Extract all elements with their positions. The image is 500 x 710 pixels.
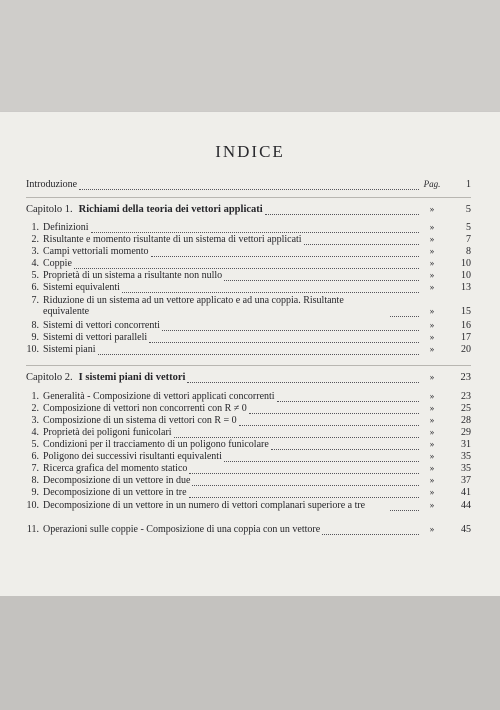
- leader-dots: [151, 248, 419, 257]
- toc-page: 35: [461, 463, 471, 474]
- toc-marker: »: [429, 270, 435, 280]
- toc-item: [26, 487, 471, 498]
- toc-item-label: Campi vettoriali momento: [43, 246, 149, 257]
- chapter-number: Capitolo 1.: [26, 204, 73, 215]
- toc-item-num: 11.: [26, 524, 39, 535]
- toc-item: [26, 451, 471, 462]
- leader-dots: [322, 526, 419, 535]
- toc-item-num: 2.: [31, 403, 39, 414]
- toc-intro-marker: Pag.: [423, 179, 441, 189]
- toc-item-label: Coppie: [43, 258, 72, 269]
- toc-page: 10: [461, 270, 471, 281]
- toc-marker: »: [429, 306, 435, 316]
- toc-item-label: Proprietà dei poligoni funicolari: [43, 427, 172, 438]
- background-top: [0, 0, 500, 112]
- toc-item-num: 6.: [31, 451, 39, 462]
- toc-item-num: 3.: [31, 415, 39, 426]
- toc-marker: »: [429, 320, 435, 330]
- toc-item: [26, 234, 471, 245]
- toc-item-num: 8.: [31, 320, 39, 331]
- leader-dots: [162, 322, 419, 331]
- toc-item-num: 10.: [26, 500, 39, 511]
- toc-item: [26, 403, 471, 414]
- toc-page: 15: [461, 306, 471, 317]
- leader-dots: [122, 284, 419, 293]
- toc-item-num: 5.: [31, 439, 39, 450]
- leader-dots: [187, 374, 419, 383]
- toc-page: 8: [466, 246, 471, 257]
- toc-page: 37: [461, 475, 471, 486]
- toc-item-label: Poligono dei successivi risultanti equivalenti: [43, 451, 222, 462]
- toc-marker: »: [429, 487, 435, 497]
- leader-dots: [74, 260, 419, 269]
- toc-item: [26, 344, 471, 355]
- toc-item: [26, 270, 471, 281]
- leader-dots: [265, 206, 419, 215]
- toc-chapter-1: [26, 204, 471, 215]
- toc-page: 23: [460, 372, 471, 383]
- toc-page: 35: [461, 451, 471, 462]
- toc-marker: »: [429, 372, 435, 382]
- toc-item: [26, 524, 471, 535]
- toc-page: 20: [461, 344, 471, 355]
- toc-item-num: 7.: [31, 463, 39, 474]
- toc-marker: »: [429, 204, 435, 214]
- toc-page: 5: [465, 204, 471, 215]
- leader-dots: [174, 429, 419, 438]
- toc-item: [26, 463, 471, 474]
- divider: [26, 365, 471, 366]
- toc-marker: »: [429, 475, 435, 485]
- toc-item-label: Sistemi piani: [43, 344, 96, 355]
- toc-item: [26, 475, 471, 486]
- toc-item-num: 4.: [31, 427, 39, 438]
- leader-dots: [149, 334, 419, 343]
- chapter-number: Capitolo 2.: [26, 372, 73, 383]
- toc-item: [26, 427, 471, 438]
- toc-item-label: Composizione di vettori non concorrenti con R ≠ 0: [43, 403, 247, 414]
- toc-page: 7: [466, 234, 471, 245]
- chapter-title: I sistemi piani di vettori: [78, 372, 186, 383]
- toc-item-num: 8.: [31, 475, 39, 486]
- toc-marker: »: [429, 463, 435, 473]
- toc-item-label: Decomposizione di un vettore in tre: [43, 487, 187, 498]
- toc-page: 45: [461, 524, 471, 535]
- leader-dots: [271, 441, 419, 450]
- toc-item: [26, 500, 471, 511]
- toc-marker: »: [429, 439, 435, 449]
- toc-marker: »: [429, 344, 435, 354]
- book-page: [0, 112, 500, 596]
- divider: [26, 197, 471, 198]
- toc-item-num: 5.: [31, 270, 39, 281]
- toc-marker: »: [429, 427, 435, 437]
- leader-dots: [277, 393, 419, 402]
- toc-item-num: 9.: [31, 332, 39, 343]
- toc-marker: »: [429, 391, 435, 401]
- leader-dots: [239, 417, 419, 426]
- toc-item-label: Risultante e momento risultante di un sistema di vettori applicati: [43, 234, 302, 245]
- toc-page: 41: [461, 487, 471, 498]
- background-bottom: [0, 596, 500, 710]
- toc-marker: »: [429, 332, 435, 342]
- toc-item-label: Proprietà di un sistema a risultante non nullo: [43, 270, 223, 281]
- leader-dots: [224, 453, 419, 462]
- toc-item-num: 10.: [26, 344, 39, 355]
- leader-dots: [390, 308, 419, 317]
- toc-marker: »: [429, 524, 435, 534]
- toc-item: [26, 415, 471, 426]
- toc-item-label: Sistemi di vettori concorrenti: [43, 320, 160, 331]
- toc-item-label: Ricerca grafica del momento statico: [43, 463, 188, 474]
- toc-page: 5: [466, 222, 471, 233]
- toc-item: [26, 282, 471, 293]
- toc-item-num: 7.: [31, 295, 39, 306]
- toc-item: [26, 439, 471, 450]
- toc-item-label: Generalità - Composizione di vettori applicati concorrenti: [43, 391, 275, 402]
- toc-marker: »: [429, 282, 435, 292]
- toc-item-label: Decomposizione di un vettore in un numero di vettori complanari superiore a tre: [43, 500, 366, 511]
- toc-marker: »: [429, 246, 435, 256]
- toc-page: 16: [461, 320, 471, 331]
- leader-dots: [304, 236, 419, 245]
- leader-dots: [390, 502, 419, 511]
- toc-item-label: Sistemi equivalenti: [43, 282, 120, 293]
- toc-item: [26, 222, 471, 233]
- toc-chapter-2: [26, 372, 471, 383]
- toc-marker: »: [429, 222, 435, 232]
- chapter-title: Richiami della teoria dei vettori applicati: [78, 204, 263, 215]
- toc-page: 17: [461, 332, 471, 343]
- toc-intro: [26, 179, 471, 190]
- toc-page: 10: [461, 258, 471, 269]
- leader-dots: [189, 489, 419, 498]
- leader-dots: [79, 181, 419, 190]
- toc-item: [26, 391, 471, 402]
- toc-marker: »: [429, 258, 435, 268]
- toc-item: [26, 258, 471, 269]
- toc-item-num: 9.: [31, 487, 39, 498]
- leader-dots: [189, 465, 419, 474]
- toc-item-num: 3.: [31, 246, 39, 257]
- leader-dots: [91, 224, 419, 233]
- toc-item-label: Definizioni: [43, 222, 89, 233]
- toc-page: 28: [461, 415, 471, 426]
- toc-item: [26, 246, 471, 257]
- leader-dots: [192, 477, 419, 486]
- toc-item-label: Composizione di un sistema di vettori con R = 0: [43, 415, 237, 426]
- leader-dots: [249, 405, 419, 414]
- toc-item-label: Decomposizione di un vettore in due: [43, 475, 191, 486]
- leader-dots: [98, 346, 420, 355]
- toc-intro-page: 1: [466, 179, 471, 190]
- toc-item-num: 1.: [31, 222, 39, 233]
- toc-item-num: 4.: [31, 258, 39, 269]
- toc-marker: »: [429, 415, 435, 425]
- toc-item-label: Sistemi di vettori paralleli: [43, 332, 148, 343]
- toc-item-num: 6.: [31, 282, 39, 293]
- toc-page: 44: [461, 500, 471, 511]
- toc-marker: »: [429, 234, 435, 244]
- toc-item-label: Riduzione di un sistema ad un vettore applicato e ad una coppia. Risultante equivalente: [43, 295, 344, 317]
- toc-page: 13: [461, 282, 471, 293]
- toc-item-label: Operazioni sulle coppie - Composizione di una coppia con un vettore: [43, 524, 321, 535]
- toc-marker: »: [429, 403, 435, 413]
- toc-page: 29: [461, 427, 471, 438]
- leader-dots: [224, 272, 419, 281]
- toc-page: 31: [461, 439, 471, 450]
- toc-page: 23: [461, 391, 471, 402]
- toc-item: [26, 320, 471, 331]
- toc-item-label: Condizioni per il tracciamento di un poligono funicolare: [43, 439, 269, 450]
- toc-intro-label: Introduzione: [26, 179, 78, 190]
- toc-page: 25: [461, 403, 471, 414]
- toc-item: [26, 332, 471, 343]
- toc-item: [26, 295, 471, 317]
- page-title: INDICE: [215, 142, 285, 161]
- toc-marker: »: [429, 500, 435, 510]
- toc-marker: »: [429, 451, 435, 461]
- toc-item-num: 1.: [31, 391, 39, 402]
- toc-item-num: 2.: [31, 234, 39, 245]
